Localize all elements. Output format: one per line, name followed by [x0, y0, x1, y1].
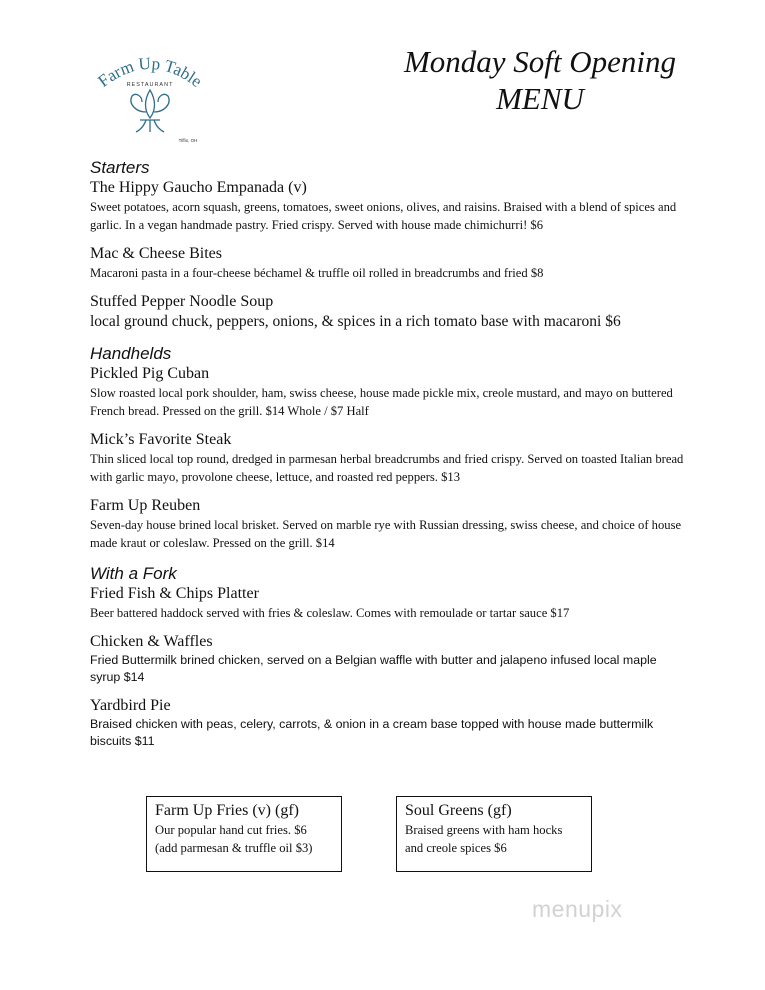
logo-location: Tiffin, OH: [178, 138, 198, 143]
section-title-handhelds: Handhelds: [90, 344, 172, 363]
item-description: Beer battered haddock served with fries & coleslaw. Comes with remoulade or tartar sauce $17: [90, 606, 570, 620]
menu-item: [90, 584, 690, 622]
side-description-line: Our popular hand cut fries. $6: [155, 823, 307, 837]
menu-heading: [400, 44, 680, 118]
heading-line-1: Monday Soft Opening: [403, 44, 677, 79]
side-description-line: and creole spices $6: [405, 841, 507, 855]
fleur-de-lis-icon: [84, 46, 216, 150]
item-name: Pickled Pig Cuban: [90, 365, 210, 382]
item-name: The Hippy Gaucho Empanada (v): [90, 179, 307, 196]
item-description: Braised chicken with peas, celery, carrots, & onion in a cream base topped with house made buttermilk biscuits $11: [90, 717, 654, 748]
item-description: Thin sliced local top round, dredged in parmesan herbal breadcrumbs and fried crispy. Served on toasted Italian bread with garlic mayo, provolone cheese, lettuce, and roasted red peppers. $13: [90, 452, 684, 484]
item-name: Stuffed Pepper Noodle Soup: [90, 293, 274, 310]
item-description: Seven-day house brined local brisket. Served on marble rye with Russian dressing, swiss cheese, and choice of house made kraut or coleslaw. Pressed on the grill. $14: [90, 518, 682, 550]
item-name: Mick’s Favorite Steak: [90, 431, 232, 448]
item-description: Macaroni pasta in a four-cheese béchamel & truffle oil rolled in breadcrumbs and fried $8: [90, 266, 544, 280]
menu-item: [90, 496, 690, 552]
menu-item: [90, 364, 690, 420]
item-description: local ground chuck, peppers, onions, & spices in a rich tomato base with macaroni $6: [90, 313, 621, 330]
menu-item: [90, 178, 690, 234]
menu-item: [90, 696, 690, 750]
item-name: Fried Fish & Chips Platter: [90, 585, 259, 602]
side-name: Soul Greens (gf): [405, 802, 512, 819]
menu-item: [90, 430, 690, 486]
menu-item: [90, 632, 690, 686]
restaurant-logo: [84, 46, 216, 150]
side-box-greens: [396, 796, 592, 872]
side-description-line: (add parmesan & truffle oil $3): [155, 841, 313, 855]
section-title-with-a-fork: With a Fork: [90, 564, 177, 583]
item-name: Mac & Cheese Bites: [90, 245, 222, 262]
side-description-line: Braised greens with ham hocks: [405, 823, 563, 837]
heading-line-2: MENU: [496, 81, 584, 116]
item-description: Fried Buttermilk brined chicken, served on a Belgian waffle with butter and jalapeno infused local maple syrup $14: [90, 653, 657, 684]
section-title-starters: Starters: [90, 158, 150, 177]
item-name: Farm Up Reuben: [90, 497, 201, 514]
item-name: Yardbird Pie: [90, 697, 171, 714]
logo-subtitle: RESTAURANT: [126, 82, 174, 88]
item-description: Slow roasted local pork shoulder, ham, swiss cheese, house made pickle mix, creole mustard, and mayo on buttered French bread. Pressed on the grill. $14 Whole / $7 Half: [90, 386, 673, 418]
menu-item: [90, 292, 690, 332]
menu-item: [90, 244, 690, 282]
item-name: Chicken & Waffles: [90, 633, 213, 650]
side-name: Farm Up Fries (v) (gf): [155, 802, 299, 819]
logo-name: Farm Up Table: [94, 53, 206, 91]
side-box-fries: [146, 796, 342, 872]
item-description: Sweet potatoes, acorn squash, greens, tomatoes, sweet onions, olives, and raisins. Braised with a blend of spices and garlic. In a vegan handmade pastry. Fried crispy. Served with house made chimichurri! $6: [90, 200, 677, 232]
menu-body: [90, 158, 690, 760]
watermark: menupix: [532, 896, 623, 922]
